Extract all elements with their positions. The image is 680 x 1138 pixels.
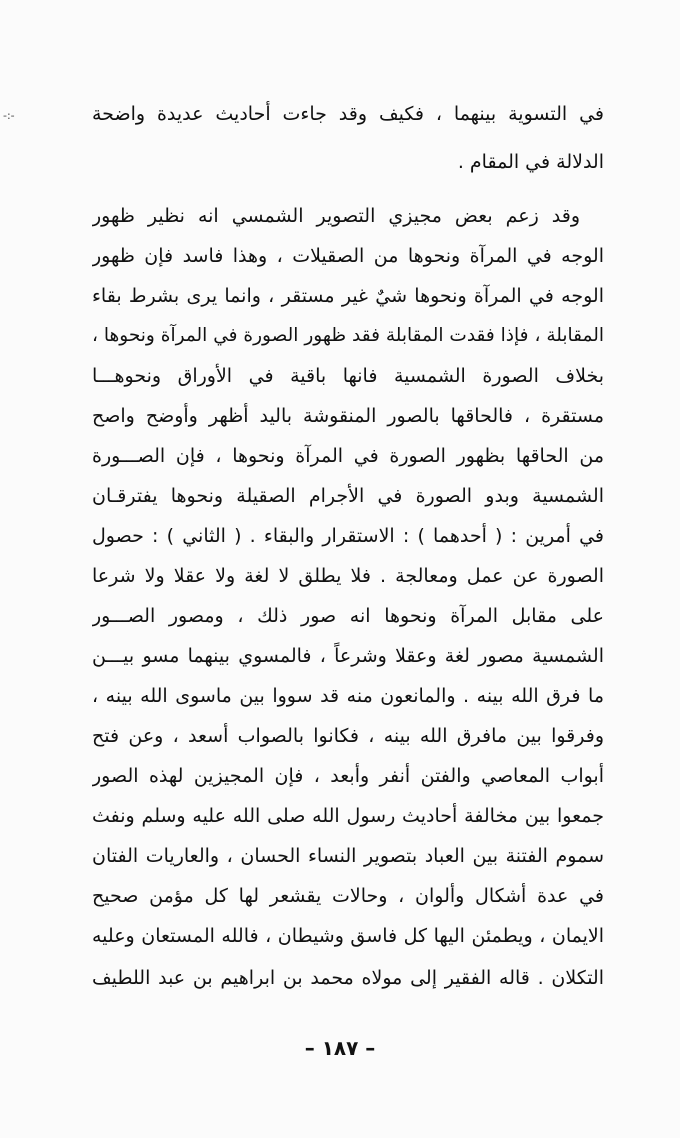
text-line: وقد زعم بعض مجيزي التصوير الشمسي انه نظير ظهور [92, 205, 580, 227]
text-line: المقابلة ، فإذا فقدت المقابلة فقد ظهور الصورة في المرآة ونحوها ، [92, 325, 604, 346]
text-line: أبواب المعاصي والفتن أنفر وأبعد ، فإن المجيزين لهذه الصور [92, 765, 604, 787]
text-line: في عدة أشكال وألوان ، وحالات يقشعر لها كل مؤمن صحيح [92, 885, 604, 907]
text-line: الشمسية وبدو الصورة في الأجرام الصقيلة ونحوها يفترقـان [92, 485, 604, 507]
text-line: جمعوا بين مخالفة أحاديث رسول الله صلى الله عليه وسلم ونفث [92, 805, 604, 827]
text-line: بخلاف الصورة الشمسية فانها باقية في الأوراق ونحوهـــا [92, 365, 604, 387]
text-line: في التسوية بينهما ، فكيف وقد جاءت أحاديث عديدة واضحة [92, 103, 604, 125]
text-line: على مقابل المرآة ونحوها انه صور ذلك ، ومصور الصـــور [92, 605, 604, 627]
text-line: الشمسية مصور لغة وعقلا وشرعاً ، فالمسوي بينهما مسو بيـــن [92, 645, 604, 667]
text-line: الدلالة في المقام . [457, 151, 604, 173]
text-line: مستقرة ، فالحاقها بالصور المنقوشة باليد أظهر وأوضح واصح [92, 405, 604, 427]
text-line: الوجه في المرآة ونحوها شيٌ غير مستقر ، وانما يرى بشرط بقاء [92, 285, 604, 307]
margin-mark: -:- [3, 109, 15, 122]
text-line: سموم الفتنة بين العباد بتصوير النساء الحسان ، والعاريات الفتان [92, 845, 604, 867]
text-line: التكلان . قاله الفقير إلى مولاه محمد بن ابراهيم بن عبد اللطيف [92, 967, 604, 989]
text-line: وفرقوا بين مافرق الله بينه ، فكانوا بالصواب أسعد ، وعن فتح [92, 725, 604, 747]
text-line: الصورة عن عمل ومعالجة . فلا يطلق لا لغة ولا عقلا ولا شرعا [92, 565, 604, 587]
text-line: في أمرين : ( أحدهما ) : الاستقرار والبقاء . ( الثاني ) : حصول [92, 525, 604, 547]
text-line: الايمان ، ويطمئن اليها كل فاسق وشيطان ، فالله المستعان وعليه [92, 925, 604, 947]
text-line: الوجه في المرآة ونحوها من الصقيلات ، وهذا فاسد فإن ظهور [92, 245, 604, 267]
text-line: من الحاقها بظهور الصورة في المرآة ونحوها ، فإن الصـــورة [92, 445, 604, 467]
text-line: ما فرق الله بينه . والمانعون منه قد سووا بين ماسوى الله بينه ، [92, 685, 604, 707]
page-number: – ١٨٧ – [304, 1036, 376, 1060]
